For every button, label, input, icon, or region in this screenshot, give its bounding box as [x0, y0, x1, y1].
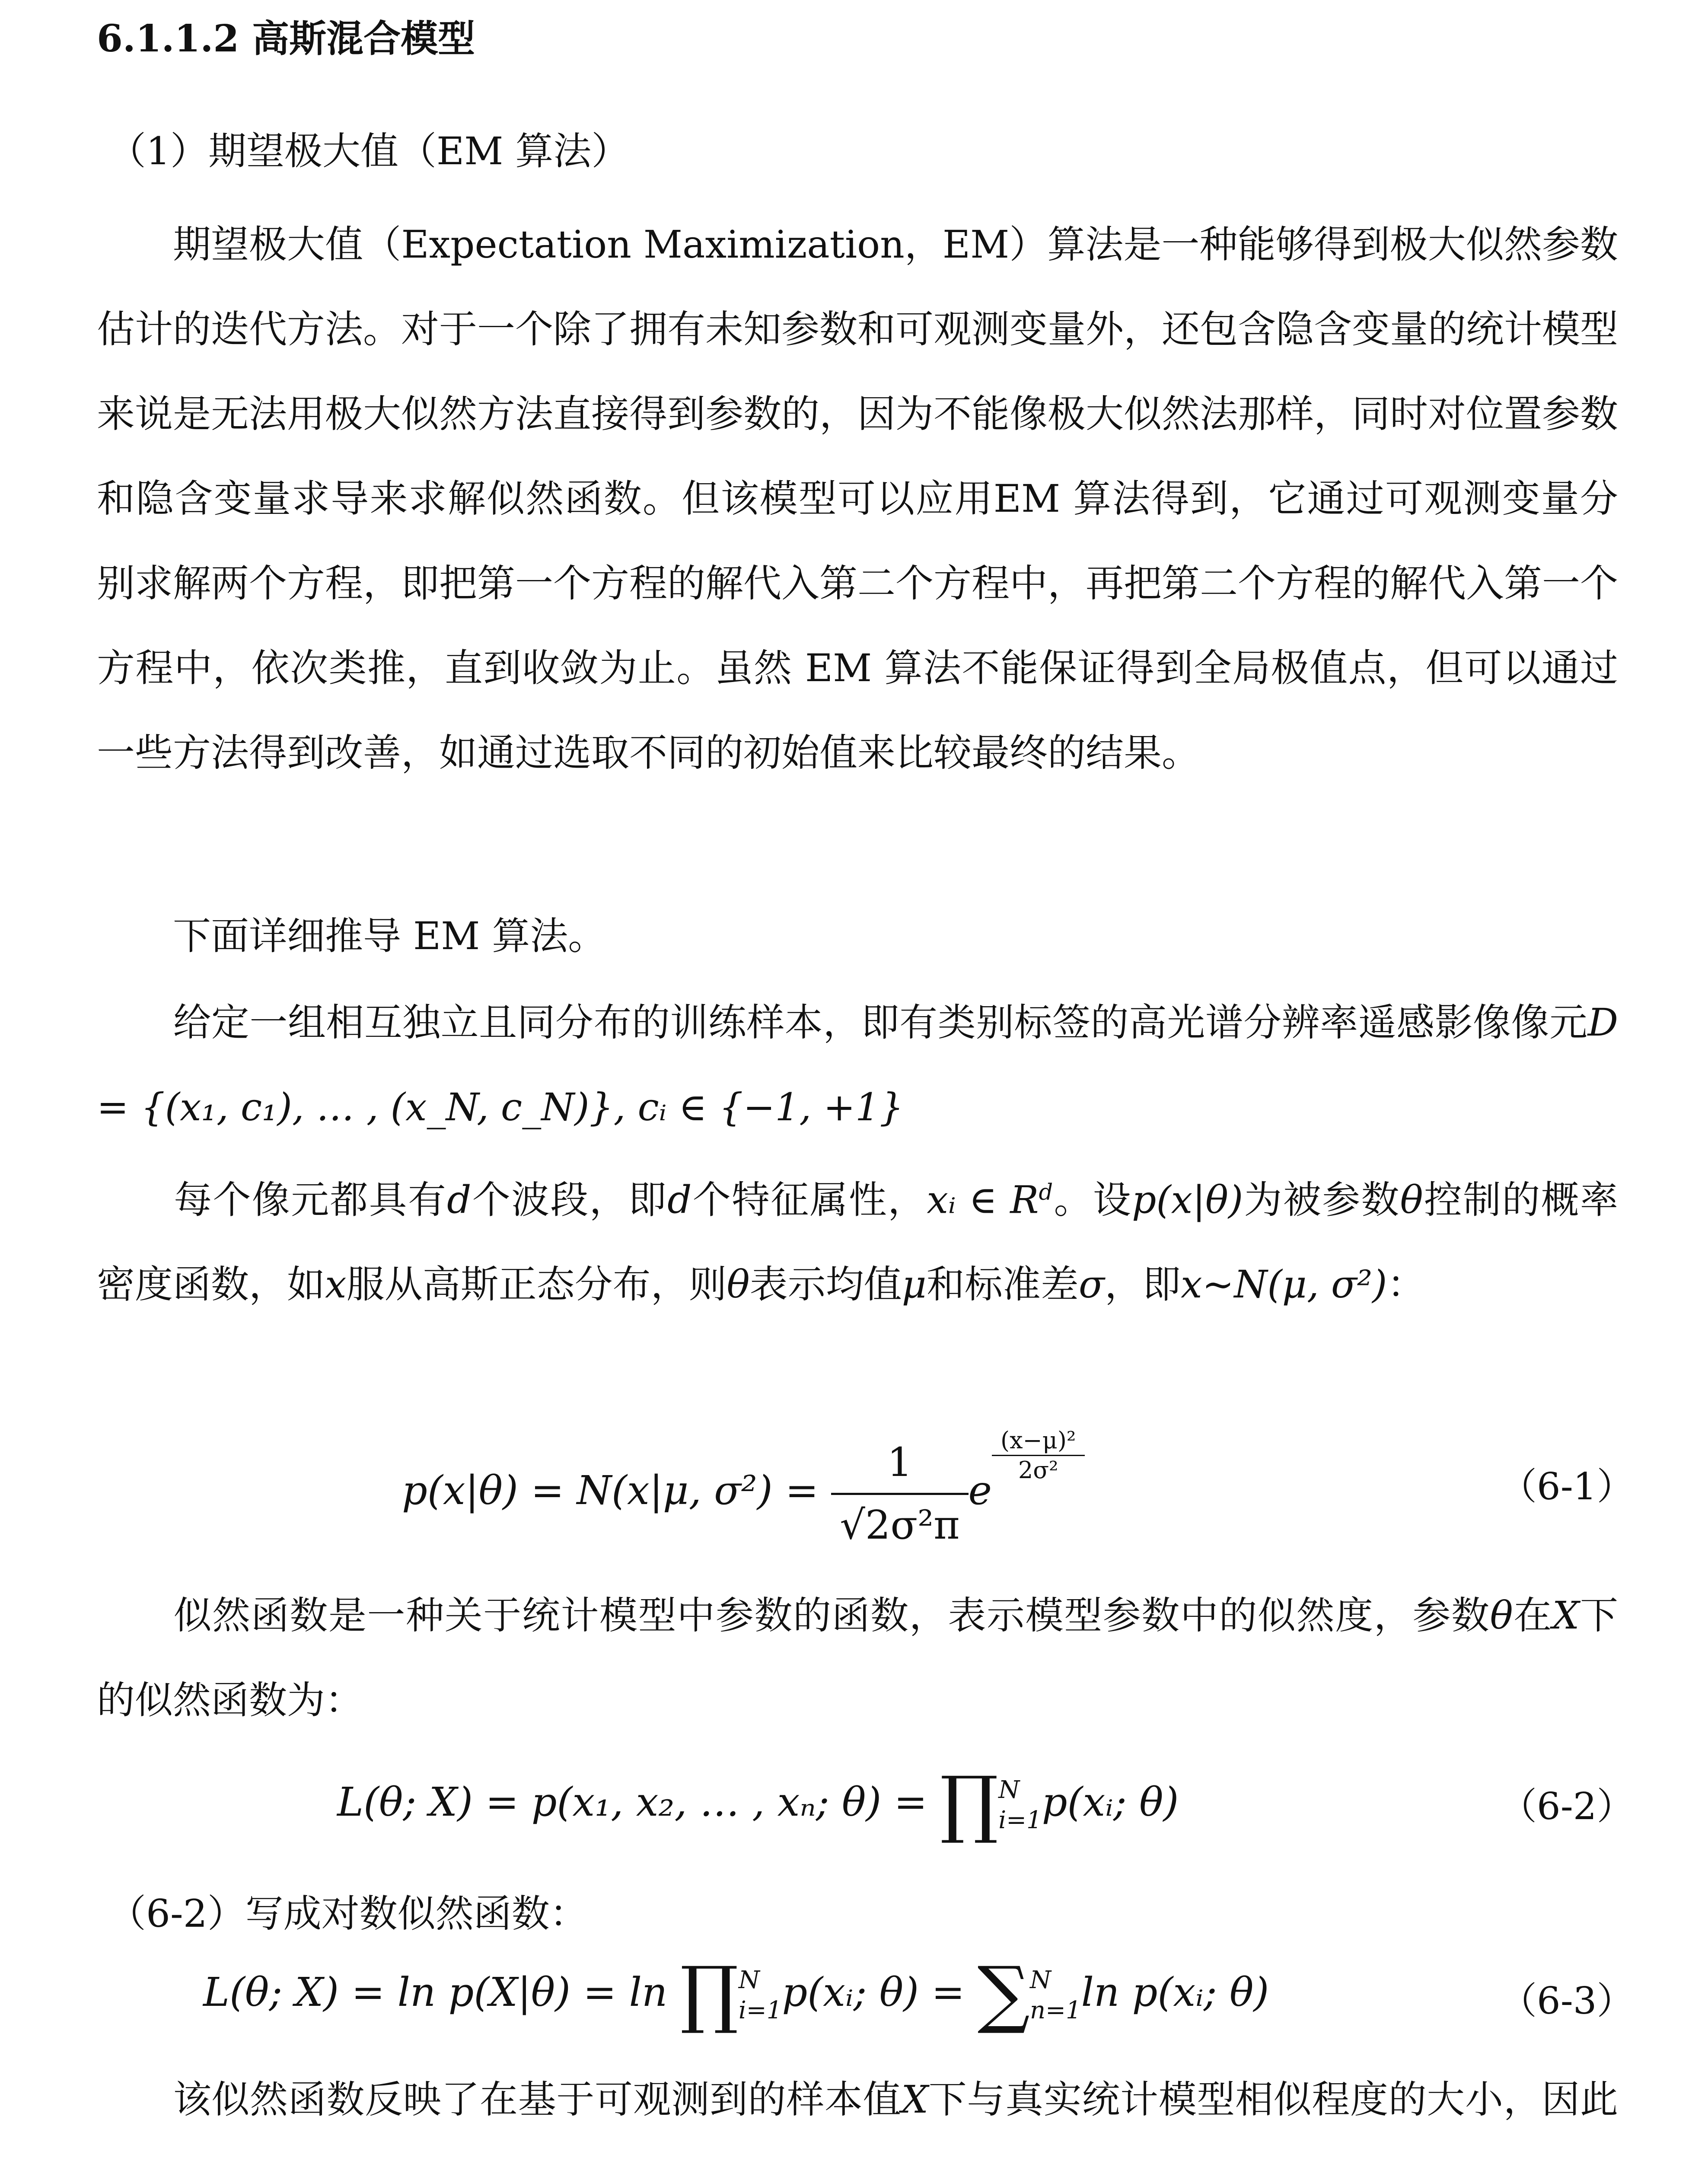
text-run: 。设	[1053, 1177, 1132, 1222]
math-d: d	[447, 1177, 472, 1222]
paragraph-log-likelihood: （6-2）写成对数似然函数：	[108, 1891, 588, 1936]
paragraph-max-likelihood-reason	[97, 2057, 1618, 2161]
eq3-prod-limits	[739, 1965, 782, 2026]
text-run: ，即	[1104, 1262, 1181, 1307]
paragraph-text: 给定一组相互独立且同分布的训练样本，即有类别标签的高光谱分辨率遥感影像像元	[173, 1000, 1588, 1045]
text-run: ：	[1387, 1262, 1425, 1307]
equation-6-1	[402, 1426, 1085, 1555]
eq3-upper-limit: N	[738, 1966, 760, 1995]
math-theta: θ	[1490, 1593, 1513, 1638]
eq1-denominator: √2σ²π	[840, 1501, 960, 1548]
math-X: X	[1552, 1593, 1580, 1638]
text-run: 下与真实统计模型相似程度的大小，因此	[928, 2077, 1618, 2122]
eq3-lower-limit: i=1	[738, 1996, 782, 2025]
eq2-upper-limit: N	[998, 1776, 1020, 1804]
math-X: X	[901, 2077, 928, 2122]
math-sigma: σ	[1078, 1262, 1105, 1307]
text-run: 每个像元都具有	[173, 1177, 447, 1222]
product-symbol: ∏	[680, 1951, 739, 2037]
math-theta: θ	[727, 1262, 750, 1307]
equation-label-6-3: （6-3）	[1500, 1979, 1634, 2023]
paragraph-pixel-features	[97, 1151, 1618, 1327]
paragraph-derivation-intro	[97, 894, 1618, 979]
math-theta: θ	[1400, 1177, 1423, 1222]
text-run: 个波段，即	[471, 1177, 668, 1222]
eq3-middle: p(xᵢ; θ) =	[782, 1969, 965, 2015]
math-xi-in-r: xᵢ ∈ R	[927, 1177, 1039, 1222]
eq2-left: L(θ; X) = p(x₁, x₂, … , xₙ; θ) =	[337, 1779, 927, 1825]
text-run: 似然函数是一种关于统计模型中参数的函数，表示模型参数中的似然度，参数	[173, 1593, 1490, 1638]
eq1-exponent-denominator: 2σ²	[1018, 1457, 1058, 1484]
eq1-numerator: 1	[831, 1432, 968, 1495]
eq1-left: p(x|θ) = N(x|μ, σ²) =	[402, 1467, 819, 1514]
paragraph-training-samples	[97, 980, 1618, 1150]
equation-6-3	[203, 1951, 1269, 2037]
text-run: 个特征属性，	[691, 1177, 927, 1222]
eq2-limits	[998, 1775, 1042, 1836]
text-run: 控制的概率密度函数，如	[97, 1177, 1618, 1307]
eq1-exponent	[992, 1426, 1085, 1485]
text-run: 和标准差	[926, 1262, 1079, 1307]
paragraph-likelihood-def	[97, 1573, 1618, 1743]
math-d: d	[667, 1177, 692, 1222]
math-mu: μ	[902, 1262, 927, 1307]
eq1-exp-base: e	[968, 1467, 992, 1514]
math-d-superscript: d	[1039, 1180, 1053, 1205]
eq3-sum-lower-limit: n=1	[1029, 1996, 1081, 2025]
math-x-normal: x~N(μ, σ²)	[1180, 1262, 1387, 1307]
equation-6-2	[337, 1761, 1179, 1846]
equation-label-6-2: （6-2）	[1500, 1785, 1634, 1828]
section-heading: 6.1.1.2 高斯混合模型	[97, 17, 475, 61]
text-run: 服从高斯正态分布，则	[346, 1262, 727, 1307]
math-p-x-theta: p(x|θ)	[1132, 1177, 1243, 1222]
text-run: 该似然函数反映了在基于可观测到的样本值	[173, 2077, 902, 2122]
sum-symbol: ∑	[977, 1951, 1030, 2037]
text-run: 下的似然函数为：	[97, 1593, 1618, 1722]
math-x: x	[325, 1262, 347, 1307]
eq1-fraction	[831, 1432, 968, 1555]
text-run: 表示均值	[749, 1262, 902, 1307]
sample-set-formula: D = {(x₁, c₁), … , (x_N, c_N)}, cᵢ ∈ {−1, +1}	[97, 1000, 1618, 1129]
text-run: 在	[1513, 1593, 1552, 1638]
paragraph-text: 下面详细推导 EM 算法。	[173, 914, 606, 958]
eq2-lower-limit: i=1	[998, 1806, 1042, 1835]
eq3-sum-limits	[1030, 1965, 1081, 2026]
subheading: （1）期望极大值（EM 算法）	[108, 129, 630, 173]
equation-label-6-1: （6-1）	[1500, 1465, 1634, 1508]
text-run: 为被参数	[1243, 1177, 1400, 1222]
eq2-right: p(xᵢ; θ)	[1042, 1779, 1179, 1825]
eq3-right: ln p(xᵢ; θ)	[1081, 1969, 1269, 2015]
paragraph-em-intro	[97, 202, 1618, 795]
eq3-sum-upper-limit: N	[1029, 1966, 1051, 1995]
eq1-exponent-numerator: (x−μ)²	[992, 1426, 1085, 1456]
eq3-left: L(θ; X) = ln p(X|θ) = ln	[203, 1969, 668, 2015]
product-symbol: ∏	[940, 1761, 999, 1846]
paragraph-text: 期望极大值（Expectation Maximization，EM）算法是一种能够得到极大似然参数估计的迭代方法。对于一个除了拥有未知参数和可观测变量外，还包含隐含变量的统计模型来说是无法用极大似然方法直接得到参数的，因为不能像极大似然法那样，同时对位置参数和隐含变量求导来求解似然函数。但该模型可以应用EM 算法得到，它通过可观测变量分别求解两个方程，即把第一个方程的解代入第二个方程中，再把第二个方程的解代入第一个方程中，依次类推，直到收敛为止。虽然 EM 算法不能保证得到全局极值点，但可以通过一些方法得到改善，如通过选取不同的初始值来比较最终的结果。	[97, 222, 1619, 775]
